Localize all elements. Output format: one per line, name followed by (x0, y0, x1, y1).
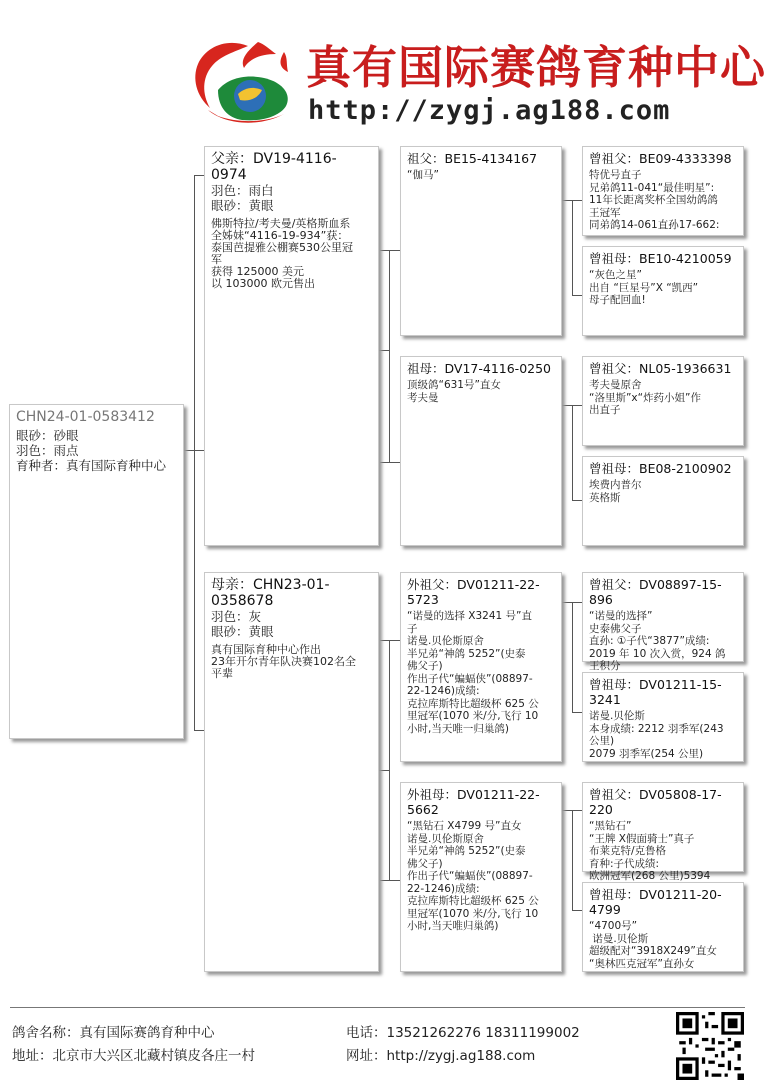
great-grandsire-3-notes: “诺曼的选择” 史泰佛父子 直孙: ①子代“3877”成绩: 2019 年 10 次入赏，924 鸽 王积分 (589, 610, 726, 672)
connector-line (572, 405, 573, 500)
great-granddam-4-notes: “4700号” 诺曼.贝伦斯 超级配对“3918X249”直女 “奥林匹克冠军”直孙女 (589, 920, 717, 970)
connector-line (380, 640, 400, 641)
connector-line (379, 770, 389, 771)
great-grandsire-4-notes: “黑钻石” “王牌 X假面骑士”真子 布莱克特/克鲁格 育种:子代成绩: 欧洲冠军(268 公里)5394 (589, 820, 711, 882)
great-grandsire-2-card (582, 356, 744, 446)
dam-color: 羽色：灰 (211, 609, 262, 624)
connector-line (572, 910, 582, 911)
footer-loft-name: 鸽舍名称：真有国际赛鸽育种中心 (12, 1025, 215, 1041)
connector-line (380, 250, 400, 251)
grandsire-maternal-ring: 外祖父：DV01211-22-5723 (407, 577, 540, 607)
great-grandsire-1-notes: 特优号直子 兄弟鸽11-041“最佳明星”: 11年长距离奖杯全国幼鸽鸽 王冠军 同弟鸽14-061直孙17-662: (589, 169, 720, 231)
great-granddam-3-ring: 曾祖母：DV01211-15-3241 (589, 677, 722, 707)
sire-color: 羽色：雨白 (211, 183, 274, 198)
great-grandsire-4-ring: 曾祖父：DV05808-17-220 (589, 787, 722, 817)
logo-icon (188, 38, 300, 128)
great-grandsire-4-card (582, 782, 744, 882)
brand-title: 真有国际赛鸽育种中心 (306, 41, 766, 94)
great-grandsire-1-card (582, 146, 744, 236)
connector-line (194, 730, 204, 731)
dam-notes: 真有国际育种中心作出 23年开尔青年队决赛102名全 平辈 (211, 643, 356, 680)
connector-line (389, 250, 390, 462)
header (0, 0, 766, 135)
footer-address: 地址：北京市大兴区北藏村镇皮各庄一村 (12, 1048, 255, 1064)
great-granddam-4-ring: 曾祖母：DV01211-20-4799 (589, 887, 722, 917)
sire-eye: 眼砂：黄眼 (211, 198, 274, 213)
subject-eye: 眼砂：砂眼 (16, 428, 79, 443)
granddam-paternal-notes: 顶级鸽“631号”直女 考夫曼 (407, 379, 501, 404)
great-grandsire-2-ring: 曾祖父：NL05-1936631 (589, 361, 732, 376)
grandsire-maternal-notes: “诺曼的选择 X3241 号”直 子 诺曼.贝伦斯原舍 半兄弟“神鸽 5252”(史泰 佛父子) 作出子代“蝙蝠侠”(08897- 22-1246)成绩: 克拉库斯特比超级杯 625 公 里冠军(1070 米/分,飞行 10 小时,当天唯一归巢鸽) (407, 610, 539, 735)
qr-code-icon (676, 1012, 744, 1080)
connector-line (572, 810, 573, 910)
great-grandsire-2-notes: 考夫曼原舍 “洛里斯”x“炸药小姐”作 出直子 (589, 379, 701, 416)
grandsire-paternal-notes: “伽马” (407, 169, 439, 181)
connector-line (572, 295, 582, 296)
subject-color: 羽色：雨点 (16, 443, 79, 458)
sire-notes: 佛斯特拉/考夫曼/英格斯血系 全姊妹“4116-19-934”获： 泰国芭提雅公棚赛530公里冠 军 获得 125000 美元 以 103000 欧元售出 (211, 217, 353, 290)
great-grandsire-3-ring: 曾祖父：DV08897-15-896 (589, 577, 722, 607)
grandsire-maternal-card (400, 572, 562, 762)
connector-line (389, 640, 390, 880)
great-granddam-2-card (582, 456, 744, 546)
grandsire-paternal-card (400, 146, 562, 336)
great-grandsire-1-ring: 曾祖父：BE09-4333398 (589, 151, 732, 166)
grandsire-paternal-ring: 祖父：BE15-4134167 (407, 151, 538, 166)
granddam-paternal-ring: 祖母：DV17-4116-0250 (407, 361, 552, 376)
great-granddam-2-notes: 埃费内普尔 英格斯 (589, 479, 642, 504)
great-granddam-3-card (582, 672, 744, 762)
subject-ring: CHN24-01-0583412 (16, 409, 155, 425)
great-granddam-1-ring: 曾祖母：BE10-4210059 (589, 251, 732, 266)
granddam-paternal-card (400, 356, 562, 546)
connector-line (572, 200, 582, 201)
great-granddam-4-card (582, 882, 744, 972)
subject-breeder: 育种者：真有国际育种中心 (16, 458, 167, 473)
footer-phone: 电话：13521262276 18311199002 (346, 1025, 580, 1041)
great-granddam-2-ring: 曾祖母：BE08-2100902 (589, 461, 732, 476)
connector-line (572, 500, 582, 501)
dam-card (204, 572, 379, 972)
dam-ring: 母亲：CHN23-01-0358678 (211, 577, 330, 609)
granddam-maternal-ring: 外祖母：DV01211-22-5662 (407, 787, 540, 817)
dam-eye: 眼砂：黄眼 (211, 624, 274, 639)
connector-line (380, 462, 400, 463)
connector-line (562, 200, 572, 201)
footer-divider (10, 1007, 745, 1008)
brand-url[interactable]: http://zygj.ag188.com (308, 95, 671, 126)
granddam-maternal-notes: “黑钻石 X4799 号”直女 诺曼.贝伦斯原舍 半兄弟“神鸽 5252”(史泰 佛父子) 作出子代“蝙蝠侠”(08897- 22-1246)成绩: 克拉库斯特比超级杯 625 公 里冠军(1070 米/分,飞行 10 小时,当天唯归巢鸽) (407, 820, 539, 932)
connector-line (380, 880, 400, 881)
connector-line (572, 200, 573, 295)
subject-card (9, 404, 184, 739)
connector-line (379, 350, 389, 351)
connector-line (194, 175, 195, 450)
sire-card (204, 146, 379, 546)
great-granddam-1-notes: “灰色之星” 出自 “巨星号”X “凯西” 母子配回血! (589, 269, 699, 306)
connector-line (572, 602, 573, 712)
connector-line (194, 175, 204, 176)
connector-line (194, 450, 195, 730)
great-grandsire-3-card (582, 572, 744, 672)
sire-ring: 父亲：DV19-4116-0974 (211, 151, 337, 183)
granddam-maternal-card (400, 782, 562, 972)
footer-website[interactable]: 网址：http://zygj.ag188.com (346, 1048, 536, 1064)
great-granddam-3-notes: 诺曼.贝伦斯 本身成绩: 2212 羽季军(243 公里) 2079 羽季军(254 公里) (589, 710, 724, 760)
connector-line (572, 712, 582, 713)
great-granddam-1-card (582, 246, 744, 336)
